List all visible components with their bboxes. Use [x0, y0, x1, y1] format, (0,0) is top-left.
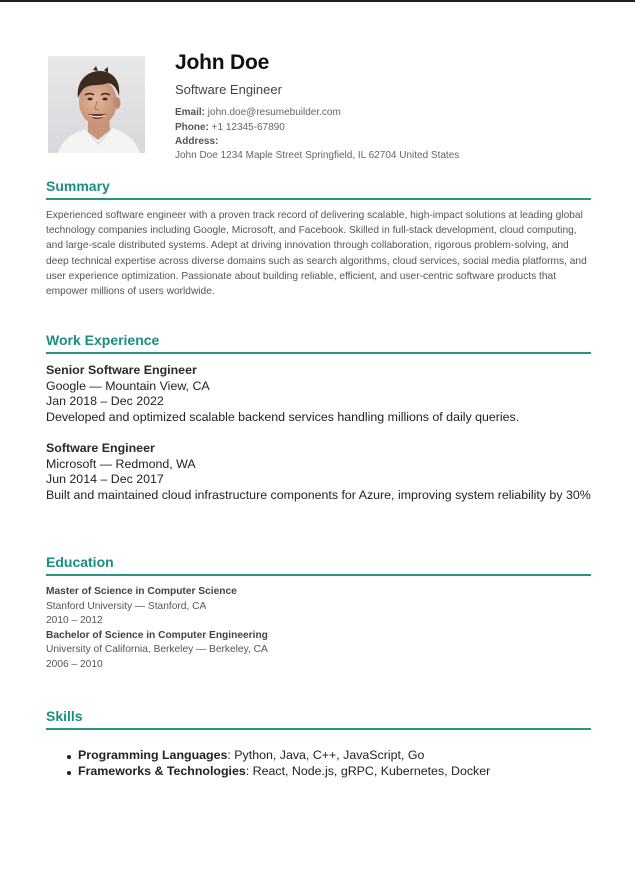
skills-heading: Skills [46, 708, 83, 724]
degree-name: Master of Science in Computer Science [46, 586, 237, 597]
email-value[interactable]: john.doe@resumebuilder.com [207, 107, 341, 118]
skill-category: Frameworks & Technologies [78, 763, 246, 778]
address-value: John Doe 1234 Maple Street Springfield, IL 62704 United States [175, 150, 460, 161]
section-divider [46, 728, 591, 730]
top-border [0, 0, 635, 2]
job-company-location: Microsoft — Redmond, WA [46, 456, 196, 471]
job-entry [46, 441, 591, 503]
candidate-title: Software Engineer [175, 82, 282, 97]
job-dates: Jan 2018 – Dec 2022 [46, 394, 164, 408]
section-divider [46, 574, 591, 576]
skill-item [78, 764, 591, 780]
section-divider [46, 352, 591, 354]
summary-section [46, 177, 591, 299]
experience-heading: Work Experience [46, 332, 160, 348]
education-heading: Education [46, 554, 114, 570]
education-section [46, 553, 591, 672]
job-description: Developed and optimized scalable backend services handling millions of daily queries. [46, 409, 520, 424]
experience-section [46, 331, 591, 503]
candidate-name: John Doe [175, 51, 270, 74]
skill-category: Programming Languages [78, 748, 228, 762]
job-entry [46, 363, 591, 425]
job-list [46, 363, 591, 503]
education-entry [46, 585, 591, 629]
email-label: Email: [175, 107, 206, 118]
skill-values: Python, Java, C++, JavaScript, Go [234, 748, 425, 762]
job-role: Senior Software Engineer [46, 363, 197, 377]
summary-text: Experienced software engineer with a proven track record of delivering scalable, high-impact solutions at leading global technology companies including Google, Microsoft, and Facebook. Skilled in full-stack development, cloud computing, and large-scale distributed systems. Adept at driving innovation through collaboration, rigorous problem-solving, and deep technical expertise across diverse domains such as search algorithms, cloud services, social media platforms, and user experience optimization. Passionate about building reliable, efficient, and user-centric software products that empower millions of users worldwide. [46, 210, 587, 298]
address-label: Address: [175, 136, 219, 147]
address-row [175, 135, 595, 162]
job-role: Software Engineer [46, 441, 155, 455]
degree-name: Bachelor of Science in Computer Engineering [46, 629, 268, 641]
job-description: Built and maintained cloud infrastructure components for Azure, improving system reliability by 30% [46, 487, 591, 502]
phone-label: Phone: [175, 122, 209, 133]
section-divider [46, 198, 591, 200]
school-location: University of California, Berkeley — Berkeley, CA [46, 644, 268, 655]
contact-details [175, 105, 595, 162]
skills-section [46, 707, 591, 779]
profile-photo [48, 56, 145, 153]
job-company-location: Google — Mountain View, CA [46, 378, 210, 393]
email-row [175, 105, 595, 120]
education-list [46, 585, 591, 672]
education-dates: 2006 – 2010 [46, 658, 103, 670]
job-dates: Jun 2014 – Dec 2017 [46, 472, 164, 486]
summary-heading: Summary [46, 178, 110, 194]
skill-values: React, Node.js, gRPC, Kubernetes, Docker [252, 763, 491, 778]
phone-row [175, 120, 595, 135]
skill-item [78, 748, 591, 764]
phone-value[interactable]: +1 12345-67890 [211, 122, 285, 133]
school-location: Stanford University — Stanford, CA [46, 600, 207, 612]
skill-separator: : [245, 763, 253, 778]
education-dates: 2010 – 2012 [46, 615, 103, 626]
education-entry [46, 629, 591, 673]
contact-info [175, 50, 595, 162]
resume-header [48, 51, 593, 161]
skill-separator: : [227, 748, 235, 762]
person-portrait-icon [48, 56, 145, 153]
skills-list [46, 748, 591, 779]
